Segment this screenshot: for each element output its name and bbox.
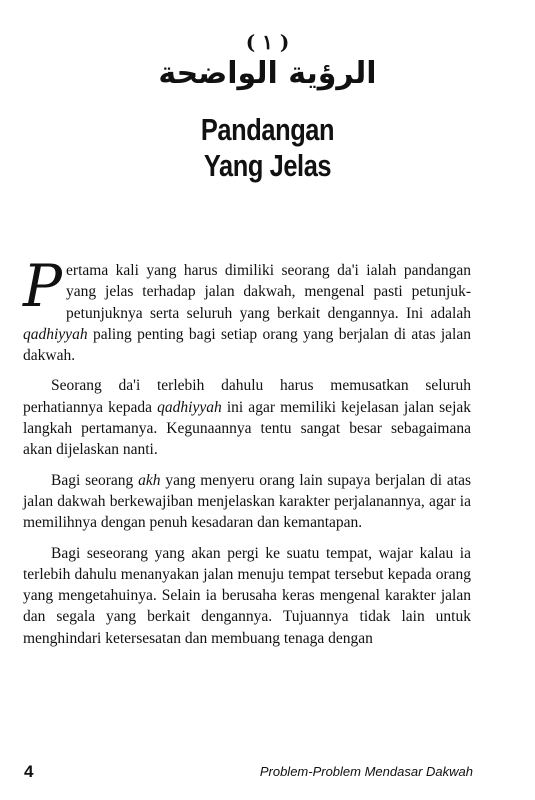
drop-cap: P	[23, 252, 63, 320]
paragraph-2-text-a: Seorang da'i terlebih dahulu harus memusatkan seluruh perhatiannya kepada	[23, 377, 471, 416]
chapter-title-line-2: Yang Jelas	[203, 148, 332, 183]
paragraph-1-text-b: paling penting bagi setiap orang yang berjalan di atas jalan dakwah.	[23, 325, 471, 365]
paragraph-2	[23, 375, 471, 460]
paragraph-1	[23, 252, 471, 366]
paragraph-2-term: qadhiyyah	[157, 398, 222, 416]
paragraph-1-term: qadhiyyah	[23, 325, 88, 343]
chapter-number: ( ١ )	[245, 30, 290, 54]
paragraph-1-text-a: ertama kali yang harus dimiliki seorang da'i ialah pandangan yang jelas terhadap jalan dakwah, mengenal pasti petunjuk-petunjuknya serta seluruh yang berkait dengannya. Ini adalah	[66, 262, 471, 322]
paragraph-4-text: Bagi seseorang yang akan pergi ke suatu tempat, wajar kalau ia terlebih dahulu menanyakan jalan menuju tempat tersebut kepada orang yang mengetahuinya. Selain ia berusaha keras mengenal karakter jalan dan segala yang berkait dengannya. Tujuannya tidak lain untuk menghindari ketersesatan dan membuang tenaga dengan	[23, 544, 471, 647]
chapter-title-line-1: Pandangan	[200, 112, 335, 147]
page-number: 4	[24, 762, 34, 781]
running-footer-title: Problem-Problem Mendasar Dakwah	[259, 764, 473, 779]
paragraph-3	[23, 470, 471, 534]
body-text	[23, 252, 472, 658]
paragraph-3-text-b: yang menyeru orang lain supaya berjalan di atas jalan dakwah berkewajiban menjelaskan karakter perjalanannya, agar ia memilihnya dengan penuh kesadaran dan kemantapan.	[23, 471, 471, 532]
paragraph-2-text-b: ini agar memiliki kejelasan jalan sejak langkah pertamanya. Kegunaannya tentu sangat besar sebagaimana akan dijelaskan nanti.	[23, 398, 472, 459]
chapter-title	[48, 112, 487, 184]
paragraph-3-term: akh	[138, 471, 161, 489]
arabic-chapter-title: الرؤية الواضحة	[158, 56, 377, 91]
paragraph-3-text-a: Bagi seorang	[51, 471, 139, 489]
paragraph-4	[23, 543, 471, 649]
